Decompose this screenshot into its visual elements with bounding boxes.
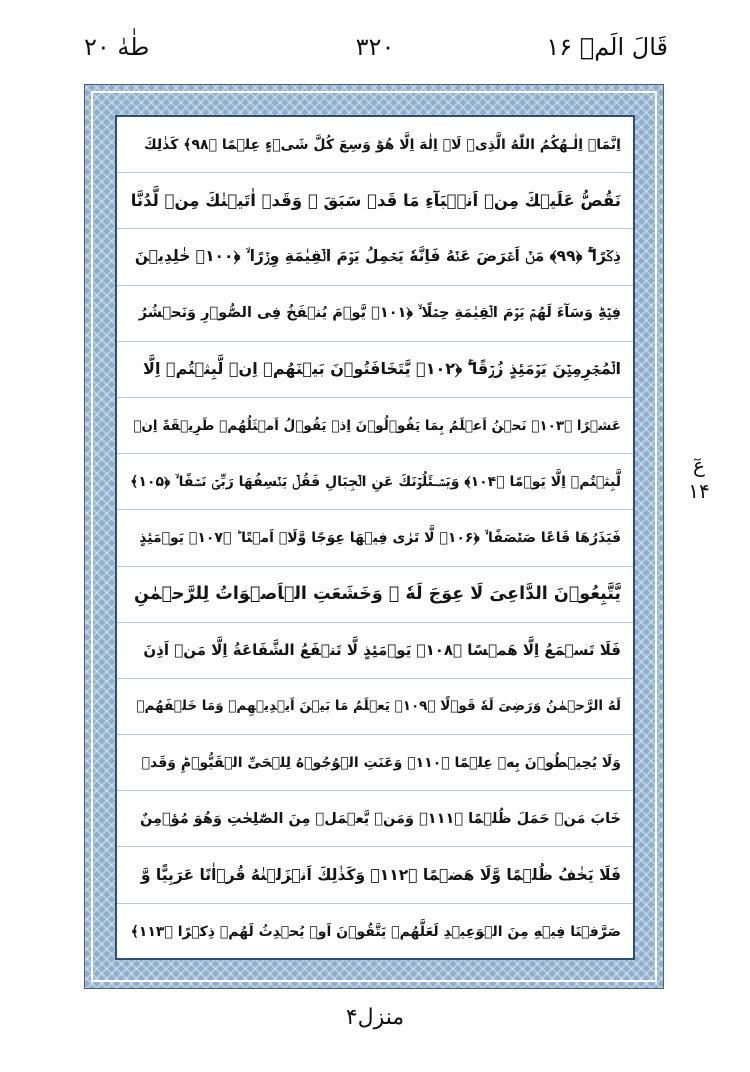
verse-line-text: ذِكۡرًا ۖۚ ﴿۹۹﴾ مَنۡ اَعۡرَضَ عَنۡهُ فَاِنَّهٗ يَحۡمِلُ يَوۡمَ الۡقِيٰمَةِ وِزۡرًا ۙ ﴿۱۰۰﴾ خٰلِدِيۡنَ [134, 247, 621, 266]
ornamental-border [84, 84, 664, 989]
surah-name: طٰهٰ ۲۰ [84, 33, 150, 61]
verse-line-text: يَّتَّبِعُوۡنَ الدَّاعِىَ لَا عِوَجَ لَهٗ‌ ۚ وَخَشَعَتِ الۡاَصۡوَاتُ لِلرَّحۡمٰنِ [134, 584, 621, 605]
verse-line [117, 791, 633, 847]
verse-line-text: الۡمُجۡرِمِيۡنَ يَوۡمَئِذٍ زُرۡقًا ۖۚ ﴿۱۰۲﴾ يَّتَخَافَتُوۡنَ بَيۡنَهُمۡ اِنۡ لَّبِثۡتُمۡ اِلَّا [143, 359, 621, 379]
verse-line-text: اِنَّمَاۤ اِلٰـهُكُمُ اللّٰهُ الَّذِىۡ لَاۤ اِلٰهَ اِلَّا هُوَ‌ؕ وَسِعَ كُلَّ شَىۡءٍ عِلۡمًا ﴿۹۸﴾ كَذٰلِكَ [143, 136, 621, 153]
verse-panel [115, 115, 635, 960]
verse-line-text: وَلَا يُحِيۡطُوۡنَ بِهٖ عِلۡمًا ﴿۱۱۰﴾ وَعَنَتِ الۡوُجُوۡهُ لِلۡحَىِّ الۡقَيُّوۡمِ‌ؕ وَقَدۡ [141, 754, 621, 771]
verse-line [117, 623, 633, 679]
verse-line [117, 286, 633, 342]
verse-line [117, 510, 633, 566]
page-number: ۳۲۰ [355, 33, 395, 61]
verse-line-text: لَّبِثۡتُمۡ اِلَّا يَوۡمًا ﴿۱۰۴﴾ وَيَسۡـئَلُوۡنَكَ عَنِ الۡجِبَالِ فَقُلۡ يَنۡسِفُهَا رَبِّىۡ نَسۡفًا ۙ ﴿۱۰۵﴾ [130, 473, 621, 490]
ruku-marker: عٓ ۱۴ [688, 453, 710, 503]
verse-line-text: فَيَذَرُهَا قَاعًا صَفۡصَفًا ۙ ﴿۱۰۶﴾ لَّا تَرٰى فِيۡهَا عِوَجًا وَّلَاۤ اَمۡتًا ؕ ﴿۱۰۷﴾ يَوۡمَئِذٍ [139, 529, 621, 546]
verse-line [117, 398, 633, 454]
verse-line [117, 904, 633, 960]
verse-line-text: فَلَا يَخٰفُ ظُلۡمًا وَّلَا هَضۡمًا ﴿۱۱۲﴾ وَكَذٰلِكَ اَنۡزَلۡنٰهُ قُرۡاٰنًا عَرَبِيًّا وَّ [140, 866, 621, 885]
manzil-label: منزل۴ [345, 1005, 405, 1030]
verse-line [117, 173, 633, 229]
verse-line-text: عَشۡرًا ﴿۱۰۳﴾ نَحۡنُ اَعۡلَمُ بِمَا يَقُوۡلُوۡنَ اِذۡ يَقُوۡلُ اَمۡثَلُهُمۡ طَرِيۡقَةً اِنۡ [133, 417, 621, 434]
verse-line-text: صَرَّفۡنَا فِيۡهِ مِنَ الۡوَعِيۡدِ لَعَلَّهُمۡ يَتَّقُوۡنَ اَوۡ يُحۡدِثُ لَهُمۡ ذِكۡرًا ﴿۱۱۳﴾ [130, 923, 621, 940]
verse-line-text: فِيۡهِ‌ؕ وَسَآءَ لَهُمۡ يَوۡمَ الۡقِيٰمَةِ حِمۡلًا ۙ ﴿۱۰۱﴾ يَّوۡمَ يُنۡفَخُ فِى الصُّوۡرِ وَنَحۡشُرُ [138, 305, 621, 322]
verse-line [117, 454, 633, 510]
verse-line-text: لَهُ الرَّحۡمٰنُ وَرَضِىَ لَهٗ قَوۡلًا ﴿۱۰۹﴾ يَعۡلَمُ مَا بَيۡنَ اَيۡدِيۡهِمۡ وَمَا خَلۡفَهُمۡ [136, 698, 621, 715]
verse-line-text: فَلَا تَسۡمَعُ اِلَّا هَمۡسًا ﴿۱۰۸﴾ يَوۡمَئِذٍ لَّا تَنۡفَعُ الشَّفَاعَةُ اِلَّا مَنۡ اَذِنَ [143, 641, 621, 660]
verse-line [117, 679, 633, 735]
verse-line-text: خَابَ مَنۡ حَمَلَ ظُلۡمًا ﴿۱۱۱﴾ وَمَنۡ يَّعۡمَلۡ مِنَ الصّٰلِحٰتِ وَهُوَ مُؤۡمِنٌ [139, 810, 621, 827]
verse-line [117, 567, 633, 623]
juz-name: قَالَ الَمۡ ۱۶ [546, 33, 668, 61]
verse-line [117, 847, 633, 903]
verse-line [117, 229, 633, 285]
verse-line-text: نَقُصُّ عَلَيۡكَ مِنۡ اَنۡۢبَآءِ مَا قَدۡ سَبَقَ‌ ۚ وَقَدۡ اٰتَيۡنٰكَ مِنۡ لَّدُنَّا [130, 191, 621, 211]
verse-line [117, 342, 633, 398]
verse-line [117, 735, 633, 791]
verse-line [117, 117, 633, 173]
